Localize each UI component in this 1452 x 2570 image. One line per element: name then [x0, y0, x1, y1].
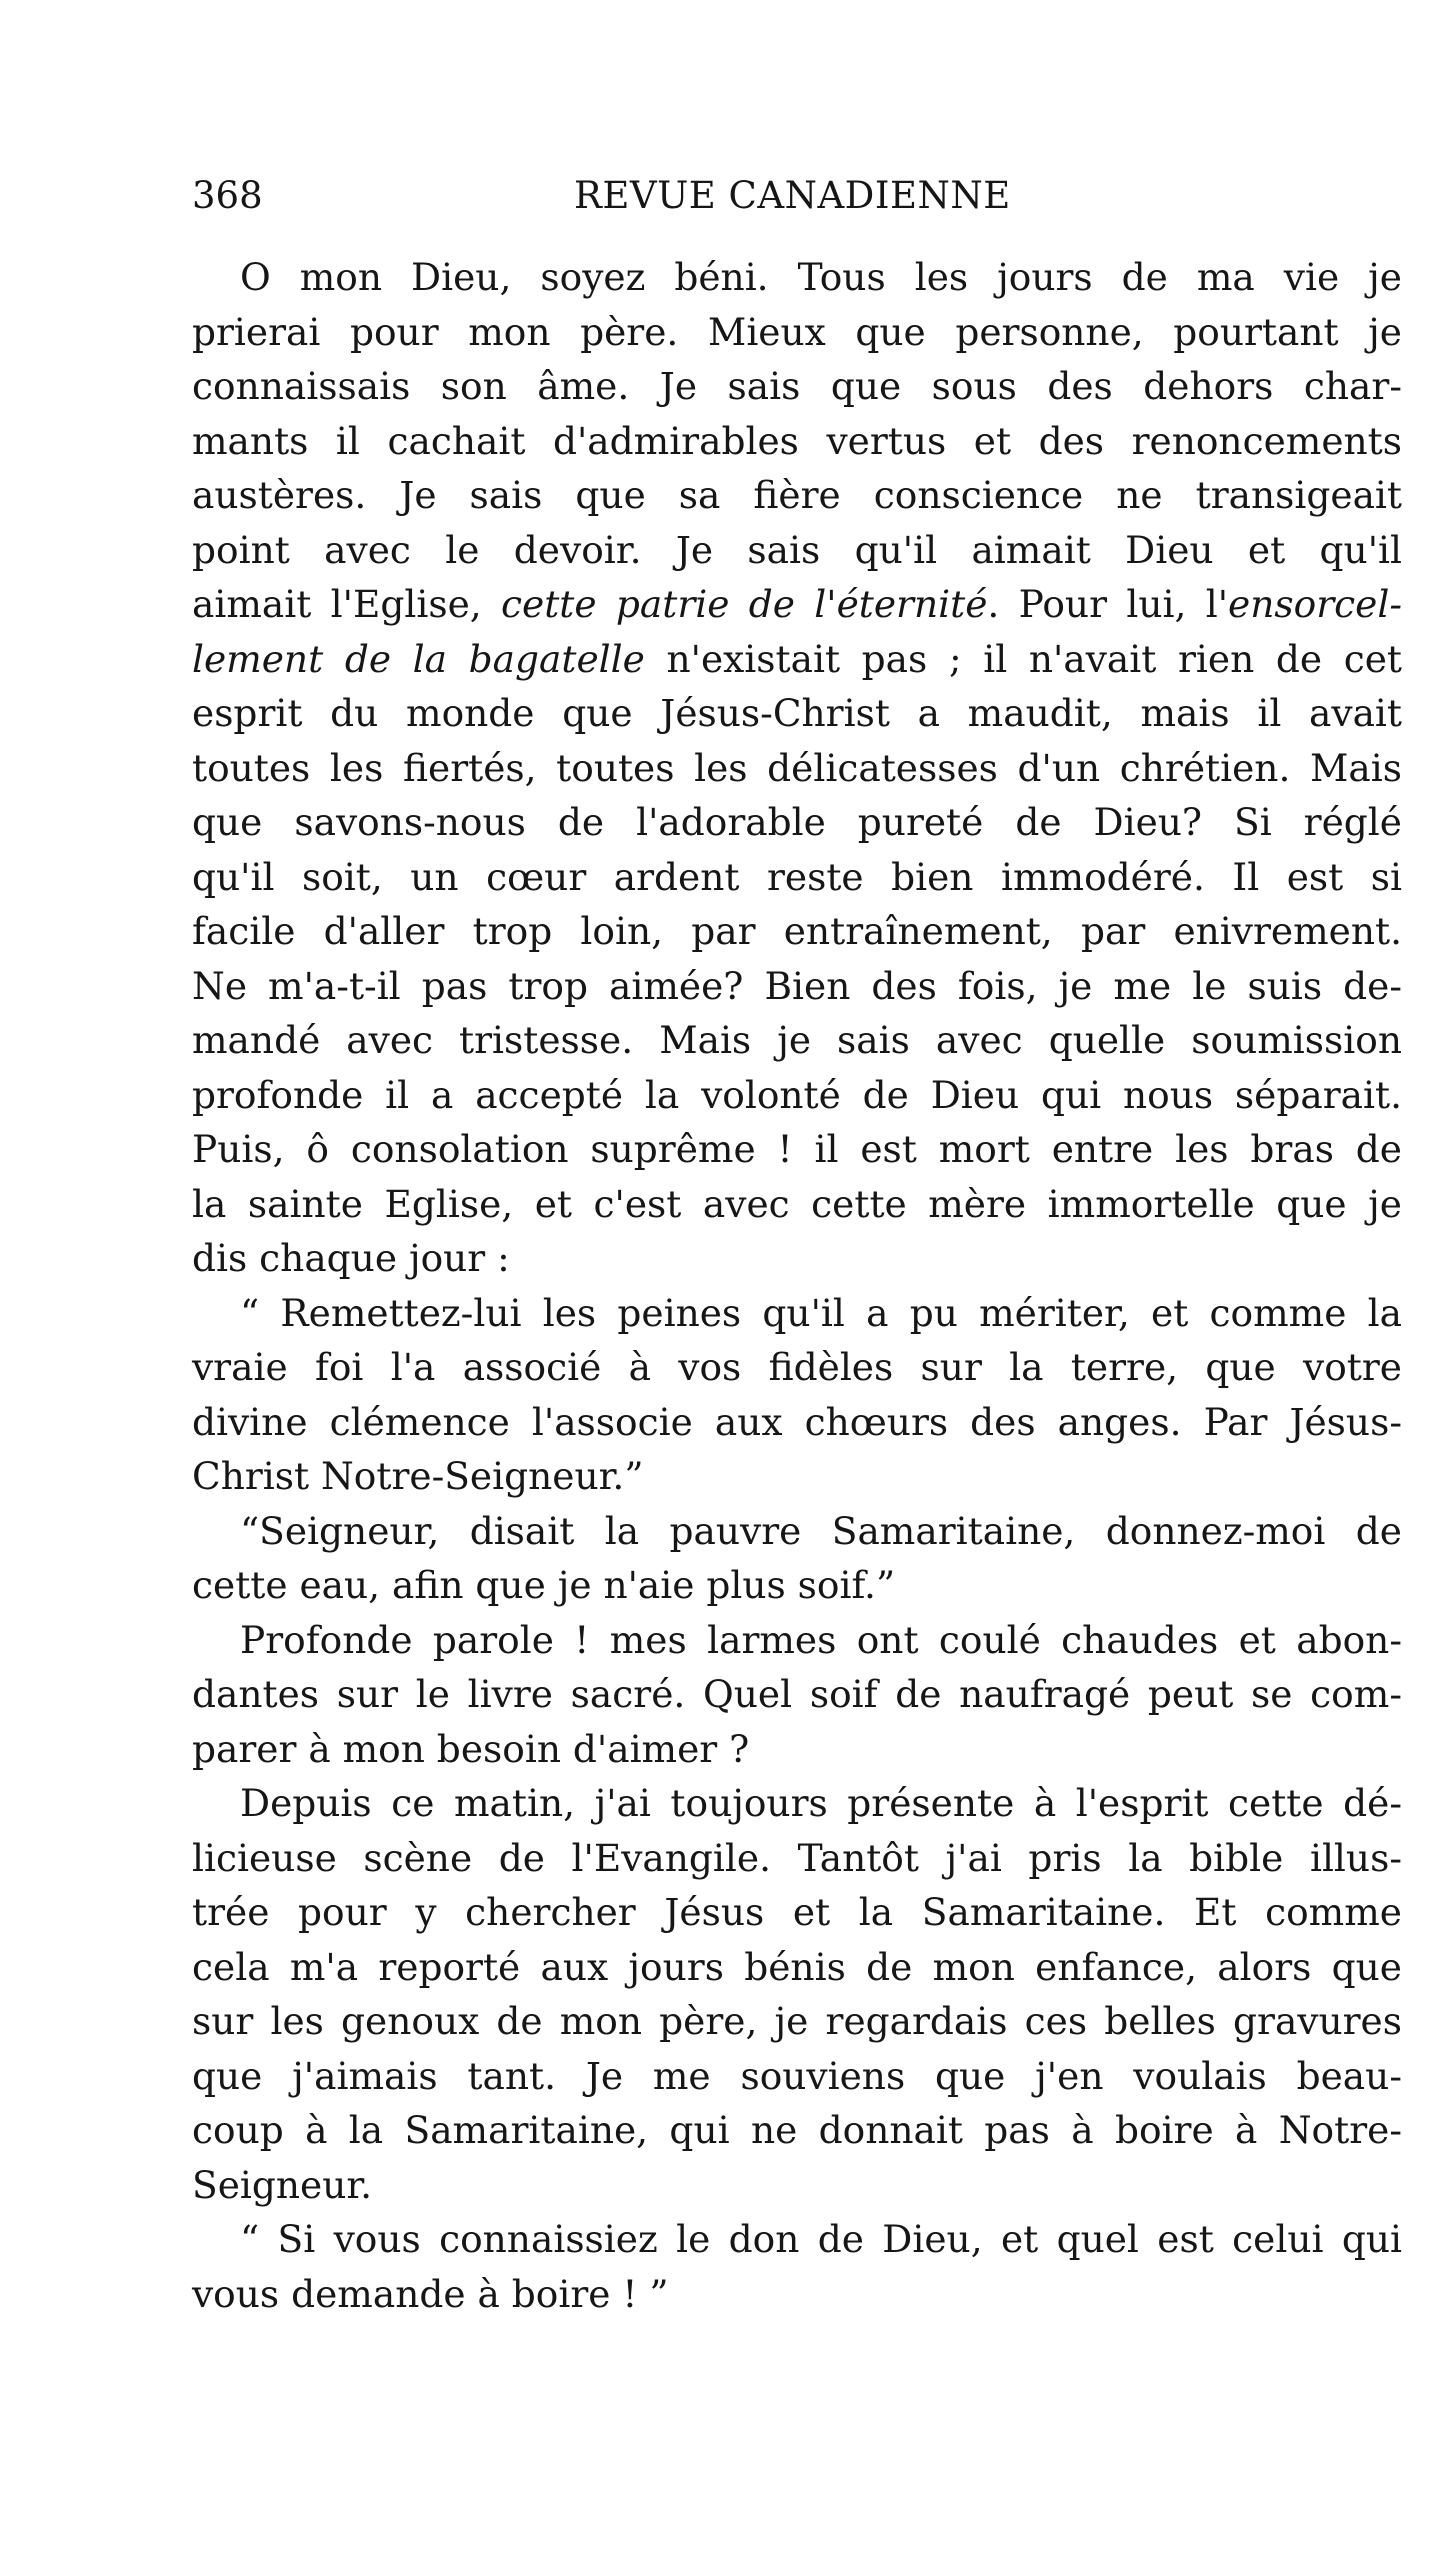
text-segment: “ Si vous connaissiez le don de Dieu, et quel est celui qui	[240, 2217, 1402, 2261]
text-segment: “Seigneur, disait la pauvre Samaritaine, donnez-moi de	[240, 1508, 1402, 1553]
italic-text: ensorcel-	[1228, 582, 1402, 626]
paragraph	[192, 2212, 1402, 2321]
text-segment: dis chaque jour :	[192, 1236, 510, 1280]
text-segment: licieuse scène de l'Evangile. Tantôt j'ai pris la bible illus-	[192, 1835, 1402, 1880]
text-line	[192, 1831, 1402, 1886]
text-line	[192, 1068, 1402, 1123]
text-segment: divine clémence l'associe aux chœurs des anges. Par Jésus-	[192, 1399, 1402, 1444]
text-segment: aimait l'Eglise,	[192, 582, 502, 626]
text-segment: cette eau, afin que je n'aie plus soif.”	[192, 1563, 896, 1607]
page-number: 368	[192, 174, 263, 217]
text-segment: Puis, ô consolation suprême ! il est mort entre les bras de	[192, 1127, 1402, 1171]
text-line	[192, 305, 1402, 360]
text-segment: sur les genoux de mon père, je regardais ces belles gravures	[192, 1999, 1402, 2043]
text-line	[192, 686, 1402, 741]
running-head: REVUE CANADIENNE	[574, 174, 1011, 217]
text-segment: que savons-nous de l'adorable pureté de Dieu? Si réglé	[192, 800, 1402, 844]
text-line	[192, 1667, 1402, 1722]
text-line	[192, 577, 1402, 632]
text-segment: facile d'aller trop loin, par entraînement, par enivrement.	[192, 909, 1402, 953]
text-line	[192, 1231, 1402, 1286]
paragraph	[192, 1286, 1402, 1504]
text-line	[192, 523, 1402, 578]
text-segment: profonde il a accepté la volonté de Dieu qui nous séparait.	[192, 1072, 1402, 1117]
text-line	[192, 414, 1402, 469]
text-line	[192, 1013, 1402, 1068]
text-segment: cela m'a reporté aux jours bénis de mon enfance, alors que	[192, 1944, 1402, 1989]
text-line	[192, 850, 1402, 905]
text-segment: esprit du monde que Jésus-Christ a maudit, mais il avait	[192, 691, 1402, 735]
text-line	[192, 1504, 1402, 1559]
italic-text: lement de la bagatelle	[192, 636, 645, 681]
text-segment: dantes sur le livre sacré. Quel soif de naufragé peut se com-	[192, 1672, 1402, 1716]
text-segment: Profonde parole ! mes larmes ont coulé chaudes et abon-	[240, 1617, 1402, 1662]
text-line	[192, 1395, 1402, 1450]
body-text	[192, 250, 1402, 2321]
text-line	[192, 741, 1402, 796]
text-segment: prierai pour mon père. Mieux que personne, pourtant je	[192, 309, 1402, 354]
text-line	[192, 959, 1402, 1014]
text-line	[192, 2267, 1402, 2322]
text-segment: la sainte Eglise, et c'est avec cette mère immortelle que je	[192, 1181, 1402, 1226]
text-segment: “ Remettez-lui les peines qu'il a pu mériter, et comme la	[240, 1290, 1402, 1335]
text-line	[192, 795, 1402, 850]
text-segment: trée pour y chercher Jésus et la Samaritaine. Et comme	[192, 1890, 1402, 1934]
text-line	[192, 904, 1402, 959]
paragraph	[192, 1613, 1402, 1777]
text-segment: vous demande à boire ! ”	[192, 2271, 669, 2316]
text-segment: Depuis ce matin, j'ai toujours présente à l'esprit cette dé-	[240, 1781, 1402, 1825]
italic-text: cette patrie de l'éternité	[501, 582, 988, 626]
text-segment: coup à la Samaritaine, qui ne donnait pas à boire à Notre-	[192, 2108, 1402, 2152]
text-line	[192, 468, 1402, 523]
text-line	[192, 1558, 1402, 1613]
text-segment: toutes les fiertés, toutes les délicatesses d'un chrétien. Mais	[192, 745, 1402, 790]
page-header	[192, 170, 1392, 222]
text-segment: Seigneur.	[192, 2162, 373, 2207]
paragraph	[192, 1776, 1402, 2212]
text-line	[192, 1613, 1402, 1668]
text-line	[192, 1885, 1402, 1940]
text-line	[192, 632, 1402, 687]
text-line	[192, 1122, 1402, 1177]
paragraph	[192, 250, 1402, 1286]
text-segment: O mon Dieu, soyez béni. Tous les jours de ma vie je	[240, 255, 1402, 299]
text-line	[192, 1177, 1402, 1232]
text-line	[192, 2049, 1402, 2104]
text-line	[192, 1449, 1402, 1504]
paragraph	[192, 1504, 1402, 1613]
text-line	[192, 2158, 1402, 2213]
text-segment: parer à mon besoin d'aimer ?	[192, 1726, 750, 1771]
text-segment: que j'aimais tant. Je me souviens que j'en voulais beau-	[192, 2053, 1402, 2098]
text-segment: n'existait pas ; il n'avait rien de cet	[644, 636, 1402, 681]
text-line	[192, 1994, 1402, 2049]
text-segment: vraie foi l'a associé à vos fidèles sur la terre, que votre	[192, 1345, 1402, 1389]
text-segment: . Pour lui, l'	[987, 582, 1229, 626]
text-line	[192, 1722, 1402, 1777]
text-line	[192, 1776, 1402, 1831]
text-segment: Ne m'a-t-il pas trop aimée? Bien des fois, je me le suis de-	[192, 963, 1402, 1008]
text-segment: qu'il soit, un cœur ardent reste bien immodéré. Il est si	[192, 854, 1402, 899]
text-line	[192, 1286, 1402, 1341]
text-line	[192, 359, 1402, 414]
text-line	[192, 1940, 1402, 1995]
text-segment: Christ Notre-Seigneur.”	[192, 1454, 644, 1498]
text-segment: connaissais son âme. Je sais que sous des dehors char-	[192, 364, 1402, 408]
text-segment: point avec le devoir. Je sais qu'il aimait Dieu et qu'il	[192, 527, 1402, 572]
text-line	[192, 2212, 1402, 2267]
text-segment: mandé avec tristesse. Mais je sais avec quelle soumission	[192, 1018, 1402, 1062]
text-line	[192, 250, 1402, 305]
text-segment: mants il cachait d'admirables vertus et des renoncements	[192, 418, 1402, 463]
text-line	[192, 2103, 1402, 2158]
text-line	[192, 1340, 1402, 1395]
text-segment: austères. Je sais que sa fière conscience ne transigeait	[192, 473, 1402, 517]
